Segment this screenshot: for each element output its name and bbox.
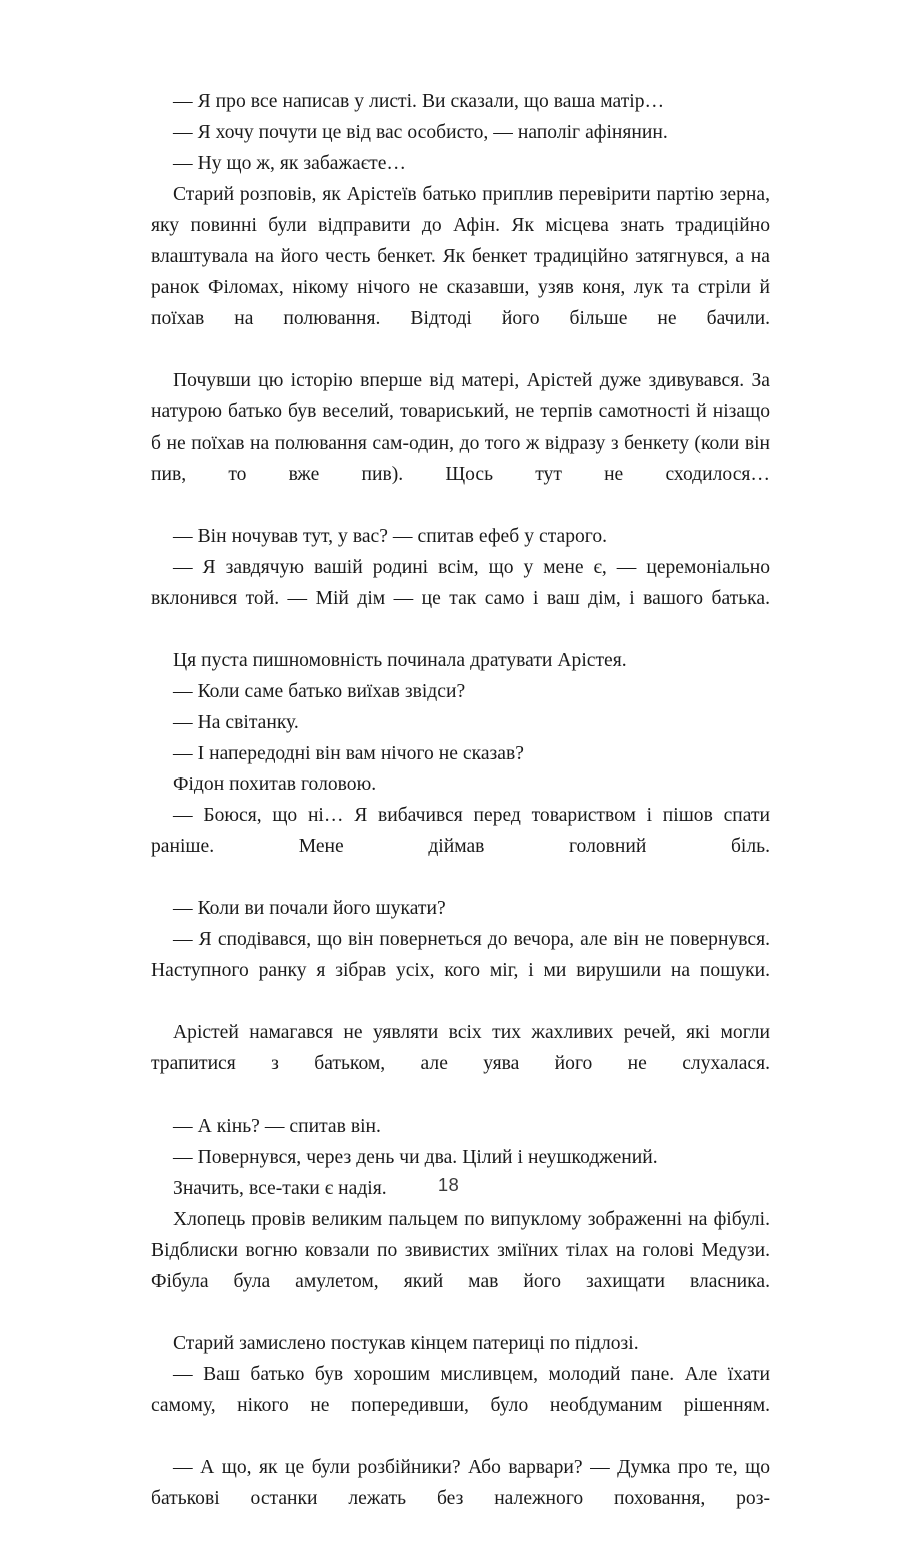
paragraph: — Повернувся, через день чи два. Цілий і неушкоджений. xyxy=(173,1146,658,1168)
paragraph: Ця пуста пишномовність починала дратувати Арістея. xyxy=(173,649,627,671)
page-number: 18 xyxy=(437,1174,460,1195)
paragraph: Значить, все-таки є надія. xyxy=(173,1177,387,1199)
paragraph: Хлопець провів великим пальцем по випуклому зображенні на фібулі. Відблиски вогню ковзали по звивистих зміїних тілах на голові Медузи. Фібула була амулетом, який мав його захищати власника. xyxy=(151,1208,770,1292)
paragraph: Старий замислено постукав кінцем патериці по підлозі. xyxy=(173,1332,639,1354)
paragraph: Арістей намагався не уявляти всіх тих жахливих речей, які могли трапитися з батьком, але уява його не слухалася. xyxy=(151,1022,770,1075)
paragraph: — А кінь? — спитав він. xyxy=(173,1115,381,1137)
paragraph: Старий розповів, як Арістеїв батько приплив перевірити партію зерна, яку повинні були відправити до Афін. Як місцева знать традиційно влаштувала на його честь бенкет. Як бенкет традиційно затягнувся, а на ранок Філомах, нікому нічого не сказавши, узяв коня, лук та стріли й поїхав на полювання. Відтоді його більше не бачили. xyxy=(151,184,770,330)
paragraph: — І напередодні він вам нічого не сказав? xyxy=(173,742,524,764)
paragraph: — Він ночував тут, у вас? — спитав ефеб у старого. xyxy=(173,525,608,547)
paragraph: — Коли саме батько виїхав звідси? xyxy=(173,680,466,702)
paragraph: — Боюся, що ні… Я вибачився перед товариством і пішов спати раніше. Мене діймав головний біль. xyxy=(151,805,770,858)
page-footer xyxy=(0,1174,897,1196)
paragraph: — На світанку. xyxy=(173,711,299,733)
paragraph: — Коли ви почали його шукати? xyxy=(173,898,446,920)
paragraph: — Я завдячую вашій родині всім, що у мене є, — церемоніально вклонився той. — Мій дім — це так само і ваш дім, і вашого батька. xyxy=(151,556,770,609)
paragraph: — А що, як це були розбійники? Або варвари? — Думка про те, що батькові останки лежать без належного поховання, роз- xyxy=(151,1457,770,1510)
paragraph: — Ну що ж, як забажаєте… xyxy=(173,153,406,175)
paragraph: Почувши цю історію вперше від матері, Арістей дуже здивувався. За натурою батько був веселий, товариський, не терпів самотності й нізащо б не поїхав на полювання сам-один, до того ж відразу з бенкету (коли він пив, то вже пив). Щось тут не сходилося… xyxy=(151,370,770,485)
paragraph: Фідон похитав головою. xyxy=(173,774,377,796)
paragraph: — Я сподівався, що він повернеться до вечора, але він не повернувся. Наступного ранку я зібрав усіх, кого міг, і ми вирушили на пошуки. xyxy=(151,929,770,982)
page-text-block xyxy=(151,86,770,1545)
paragraph: — Я хочу почути це від вас особисто, — наполіг афінянин. xyxy=(173,122,668,144)
paragraph: — Ваш батько був хорошим мисливцем, молодий пане. Але їхати самому, нікого не попередивши, було необдуманим рішенням. xyxy=(151,1363,770,1416)
paragraph: — Я про все написав у листі. Ви сказали, що ваша матір… xyxy=(173,91,665,112)
